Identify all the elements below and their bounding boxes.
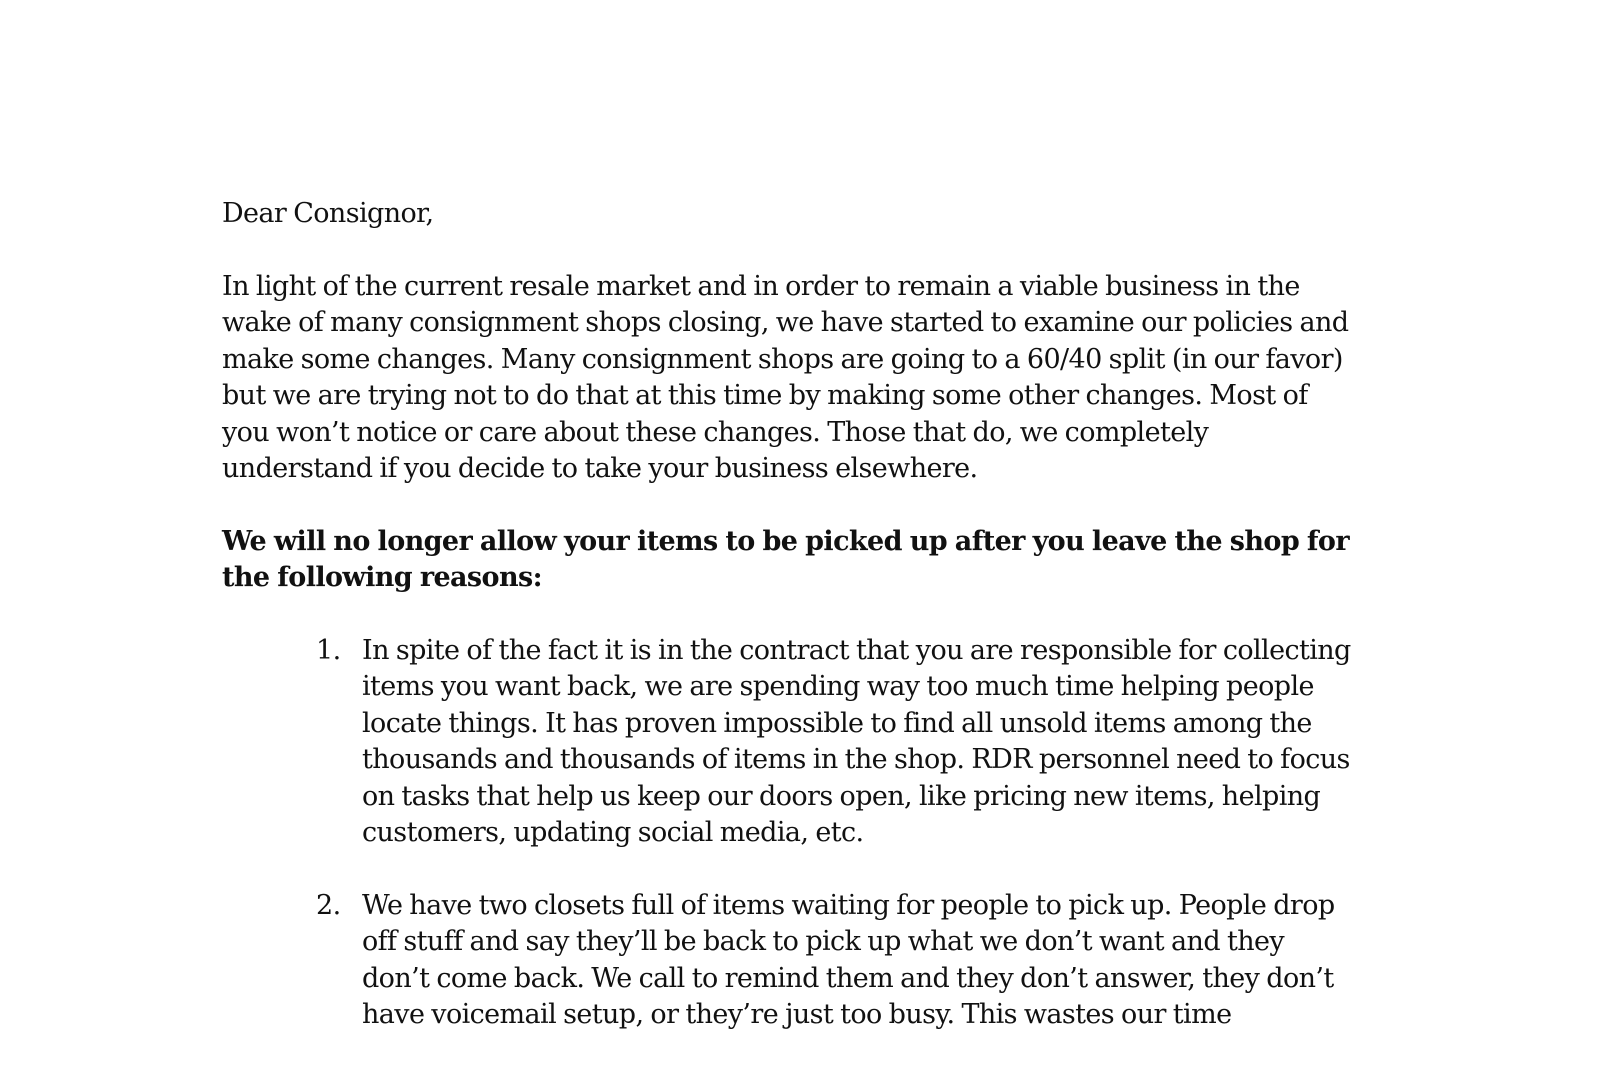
intro-paragraph: In light of the current resale market and in order to remain a viable business in the wake of many consignment shops closing, we have started to examine our policies and make some changes. Many consignment shops are going to a 60/40 split (in our favor) but we are trying not to do that at this time by making some other changes. Most of you won’t notice or care about these changes. Those that do, we completely understand if you decide to take your business elsewhere. [222, 270, 1349, 484]
policy-heading: We will no longer allow your items to be picked up after you leave the shop for the following reasons: [222, 525, 1349, 593]
reason-item-2 [222, 888, 1352, 1034]
reason-text: In spite of the fact it is in the contract that you are responsible for collecting items you want back, we are spending way too much time helping people locate things. It has proven impossible to find all unsold items among the thousands and thousands of items in the shop. RDR personnel need to focus on tasks that help us keep our doors open, like pricing new items, helping customers, updating social media, etc. [362, 634, 1351, 848]
salutation: Dear Consignor, [222, 198, 434, 229]
reason-number: 2. [316, 889, 341, 921]
reason-number: 1. [316, 634, 341, 666]
reason-item-1 [222, 633, 1352, 852]
reason-text: We have two closets full of items waiting for people to pick up. People drop off stuff and say they’ll be back to pick up what we don’t want and they don’t come back. We call to remind them and they don’t answer, they don’t have voicemail setup, or they’re just too busy. This wastes our time [362, 889, 1335, 1030]
reasons-list [222, 633, 1352, 1034]
letter-body [222, 196, 1352, 1070]
